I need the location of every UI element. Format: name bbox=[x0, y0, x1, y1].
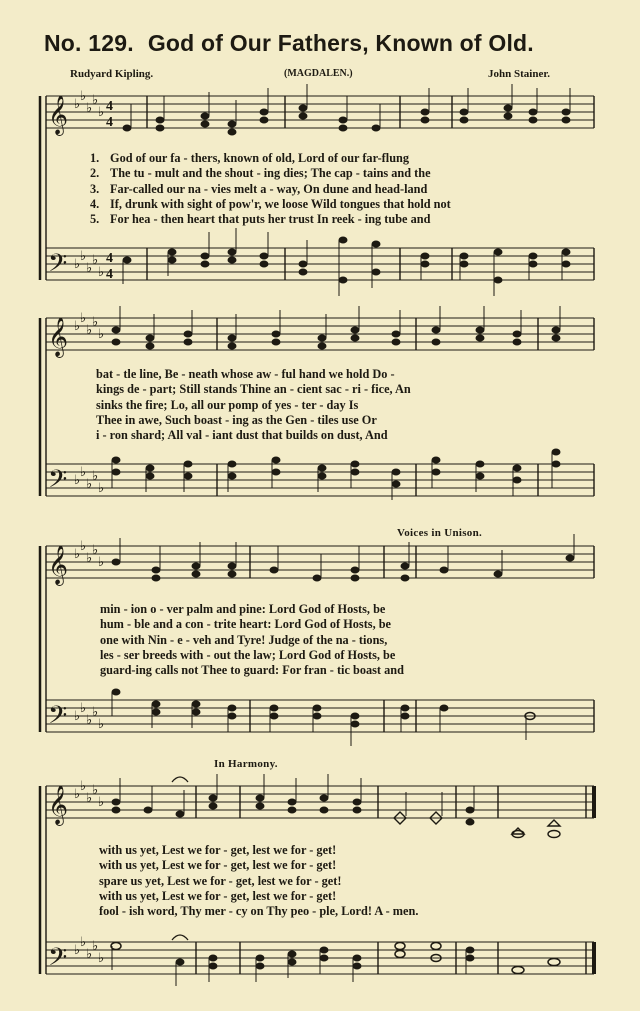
verse-line: 4. If, drunk with sight of pow'r, we loose Wild tongues that hold not bbox=[90, 196, 451, 211]
verse-line: one with Nin - e - veh and Tyre! Judge of the na - tions, bbox=[100, 632, 388, 647]
treble-clef-icon bbox=[48, 785, 68, 826]
svg-text:♭: ♭ bbox=[86, 261, 93, 276]
harmony-marking: In Harmony. bbox=[214, 758, 278, 770]
hymn-number: No. 129. bbox=[44, 30, 134, 56]
svg-text:♭: ♭ bbox=[80, 701, 87, 716]
verse-line: 1. God of our fa - thers, known of old, Lord of our far-flung bbox=[90, 151, 410, 165]
svg-text:♭: ♭ bbox=[86, 551, 93, 566]
verse-line: kings de - part; Still stands Thine an - cient sac - ri - fice, An bbox=[96, 382, 411, 397]
svg-text:♭: ♭ bbox=[98, 481, 105, 496]
svg-text:♭: ♭ bbox=[92, 705, 99, 720]
verse-line: with us yet, Lest we for - get, lest we for - get! bbox=[99, 843, 337, 857]
treble-staff-4 bbox=[46, 786, 594, 818]
treble-clef-icon bbox=[48, 317, 68, 358]
svg-text:4: 4 bbox=[106, 115, 113, 130]
hymn-title bbox=[44, 30, 534, 57]
bass-clef-icon bbox=[48, 465, 67, 500]
svg-text:♭: ♭ bbox=[86, 791, 93, 806]
svg-text:𝄞: 𝄞 bbox=[48, 95, 69, 135]
verses-system-3 bbox=[100, 602, 404, 678]
svg-text:♭: ♭ bbox=[86, 323, 93, 338]
verse-line: guard-ing calls not Thee to guard: For fran - tic boast and bbox=[100, 663, 404, 678]
svg-text:𝄞: 𝄞 bbox=[48, 317, 69, 357]
treble-staff-3 bbox=[46, 546, 594, 578]
svg-text:♭: ♭ bbox=[92, 469, 99, 484]
verses-system-4 bbox=[99, 843, 418, 919]
hymn-title-text: God of Our Fathers, Known of Old. bbox=[147, 30, 534, 56]
verse-line: min - ion o - ver palm and pine: Lord God of Hosts, be bbox=[100, 602, 386, 616]
verse-line: spare us yet, Lest we for - get, lest we for - get! bbox=[99, 873, 342, 888]
svg-text:♭: ♭ bbox=[80, 935, 87, 950]
composer-credit: John Stainer. bbox=[488, 68, 550, 80]
svg-text:♭: ♭ bbox=[74, 473, 81, 488]
svg-text:♭: ♭ bbox=[98, 951, 105, 966]
verse-line: les - ser breeds with - out the law; Lord God of Hosts, be bbox=[100, 647, 396, 662]
svg-text:♭: ♭ bbox=[92, 93, 99, 108]
svg-text:♭: ♭ bbox=[92, 253, 99, 268]
svg-text:♭: ♭ bbox=[80, 89, 87, 104]
verses-system-2 bbox=[96, 367, 411, 443]
svg-text:♭: ♭ bbox=[92, 783, 99, 798]
svg-text:𝄢: 𝄢 bbox=[48, 465, 68, 500]
svg-text:♭: ♭ bbox=[74, 709, 81, 724]
svg-text:♭: ♭ bbox=[74, 97, 81, 112]
svg-text:♭: ♭ bbox=[86, 477, 93, 492]
unison-marking: Voices in Unison. bbox=[397, 527, 483, 539]
bass-staff-1 bbox=[46, 248, 594, 280]
verse-line: bat - tle line, Be - neath whose aw - ful hand we hold Do - bbox=[96, 367, 395, 381]
svg-text:♭: ♭ bbox=[80, 311, 87, 326]
svg-text:4: 4 bbox=[106, 251, 113, 266]
svg-text:♭: ♭ bbox=[86, 101, 93, 116]
svg-text:♭: ♭ bbox=[92, 315, 99, 330]
svg-text:♭: ♭ bbox=[80, 779, 87, 794]
svg-text:♭: ♭ bbox=[86, 947, 93, 962]
svg-text:♭: ♭ bbox=[98, 717, 105, 732]
verse-line: Thee in awe, Such boast - ing as the Gen - tiles use Or bbox=[96, 412, 377, 427]
svg-text:♭: ♭ bbox=[98, 555, 105, 570]
tune-name: (MAGDALEN.) bbox=[284, 68, 353, 79]
svg-text:♭: ♭ bbox=[98, 265, 105, 280]
verse-line: with us yet, Lest we for - get, lest we for - get! bbox=[99, 858, 337, 873]
svg-text:♭: ♭ bbox=[74, 547, 81, 562]
svg-text:♭: ♭ bbox=[74, 319, 81, 334]
bass-clef-icon bbox=[48, 943, 67, 978]
svg-text:♭: ♭ bbox=[98, 105, 105, 120]
verse-line: 3. Far-called our na - vies melt a - way, On dune and head-land bbox=[90, 181, 428, 196]
svg-text:4: 4 bbox=[106, 99, 113, 114]
verse-line: with us yet, Lest we for - get, lest we for - get! bbox=[99, 888, 337, 903]
author-credit: Rudyard Kipling. bbox=[70, 68, 154, 80]
verse-line: fool - ish word, Thy mer - cy on Thy peo - ple, Lord! A - men. bbox=[99, 904, 419, 919]
verse-line: sinks the fire; Lo, all our pomp of yes - ter - day Is bbox=[96, 397, 359, 412]
treble-clef-icon bbox=[48, 95, 68, 136]
svg-text:♭: ♭ bbox=[74, 787, 81, 802]
svg-text:♭: ♭ bbox=[98, 795, 105, 810]
svg-text:♭: ♭ bbox=[80, 465, 87, 480]
svg-text:♭: ♭ bbox=[98, 327, 105, 342]
treble-clef-icon bbox=[48, 545, 68, 586]
verse-line: 2. The tu - mult and the shout - ing dies; The cap - tains and the bbox=[90, 166, 431, 181]
svg-text:♭: ♭ bbox=[80, 539, 87, 554]
svg-text:𝄢: 𝄢 bbox=[48, 943, 68, 978]
verse-line: i - ron shard; All val - iant dust that builds on dust, And bbox=[96, 428, 388, 443]
verse-line: hum - ble and a con - trite heart: Lord God of Hosts, be bbox=[100, 617, 392, 632]
svg-text:♭: ♭ bbox=[86, 713, 93, 728]
svg-text:♭: ♭ bbox=[74, 257, 81, 272]
svg-text:𝄢: 𝄢 bbox=[48, 249, 68, 284]
bass-clef-icon bbox=[48, 249, 67, 284]
svg-text:𝄢: 𝄢 bbox=[48, 701, 68, 736]
verses-system-1 bbox=[90, 151, 451, 227]
bass-clef-icon bbox=[48, 701, 67, 736]
svg-text:𝄞: 𝄞 bbox=[48, 545, 69, 585]
svg-text:♭: ♭ bbox=[92, 939, 99, 954]
verse-line: 5. For hea - then heart that puts her trust In reek - ing tube and bbox=[90, 212, 431, 227]
svg-text:♭: ♭ bbox=[92, 543, 99, 558]
svg-text:𝄞: 𝄞 bbox=[48, 785, 69, 825]
svg-text:♭: ♭ bbox=[74, 943, 81, 958]
svg-text:♭: ♭ bbox=[80, 249, 87, 264]
svg-text:4: 4 bbox=[106, 267, 113, 282]
